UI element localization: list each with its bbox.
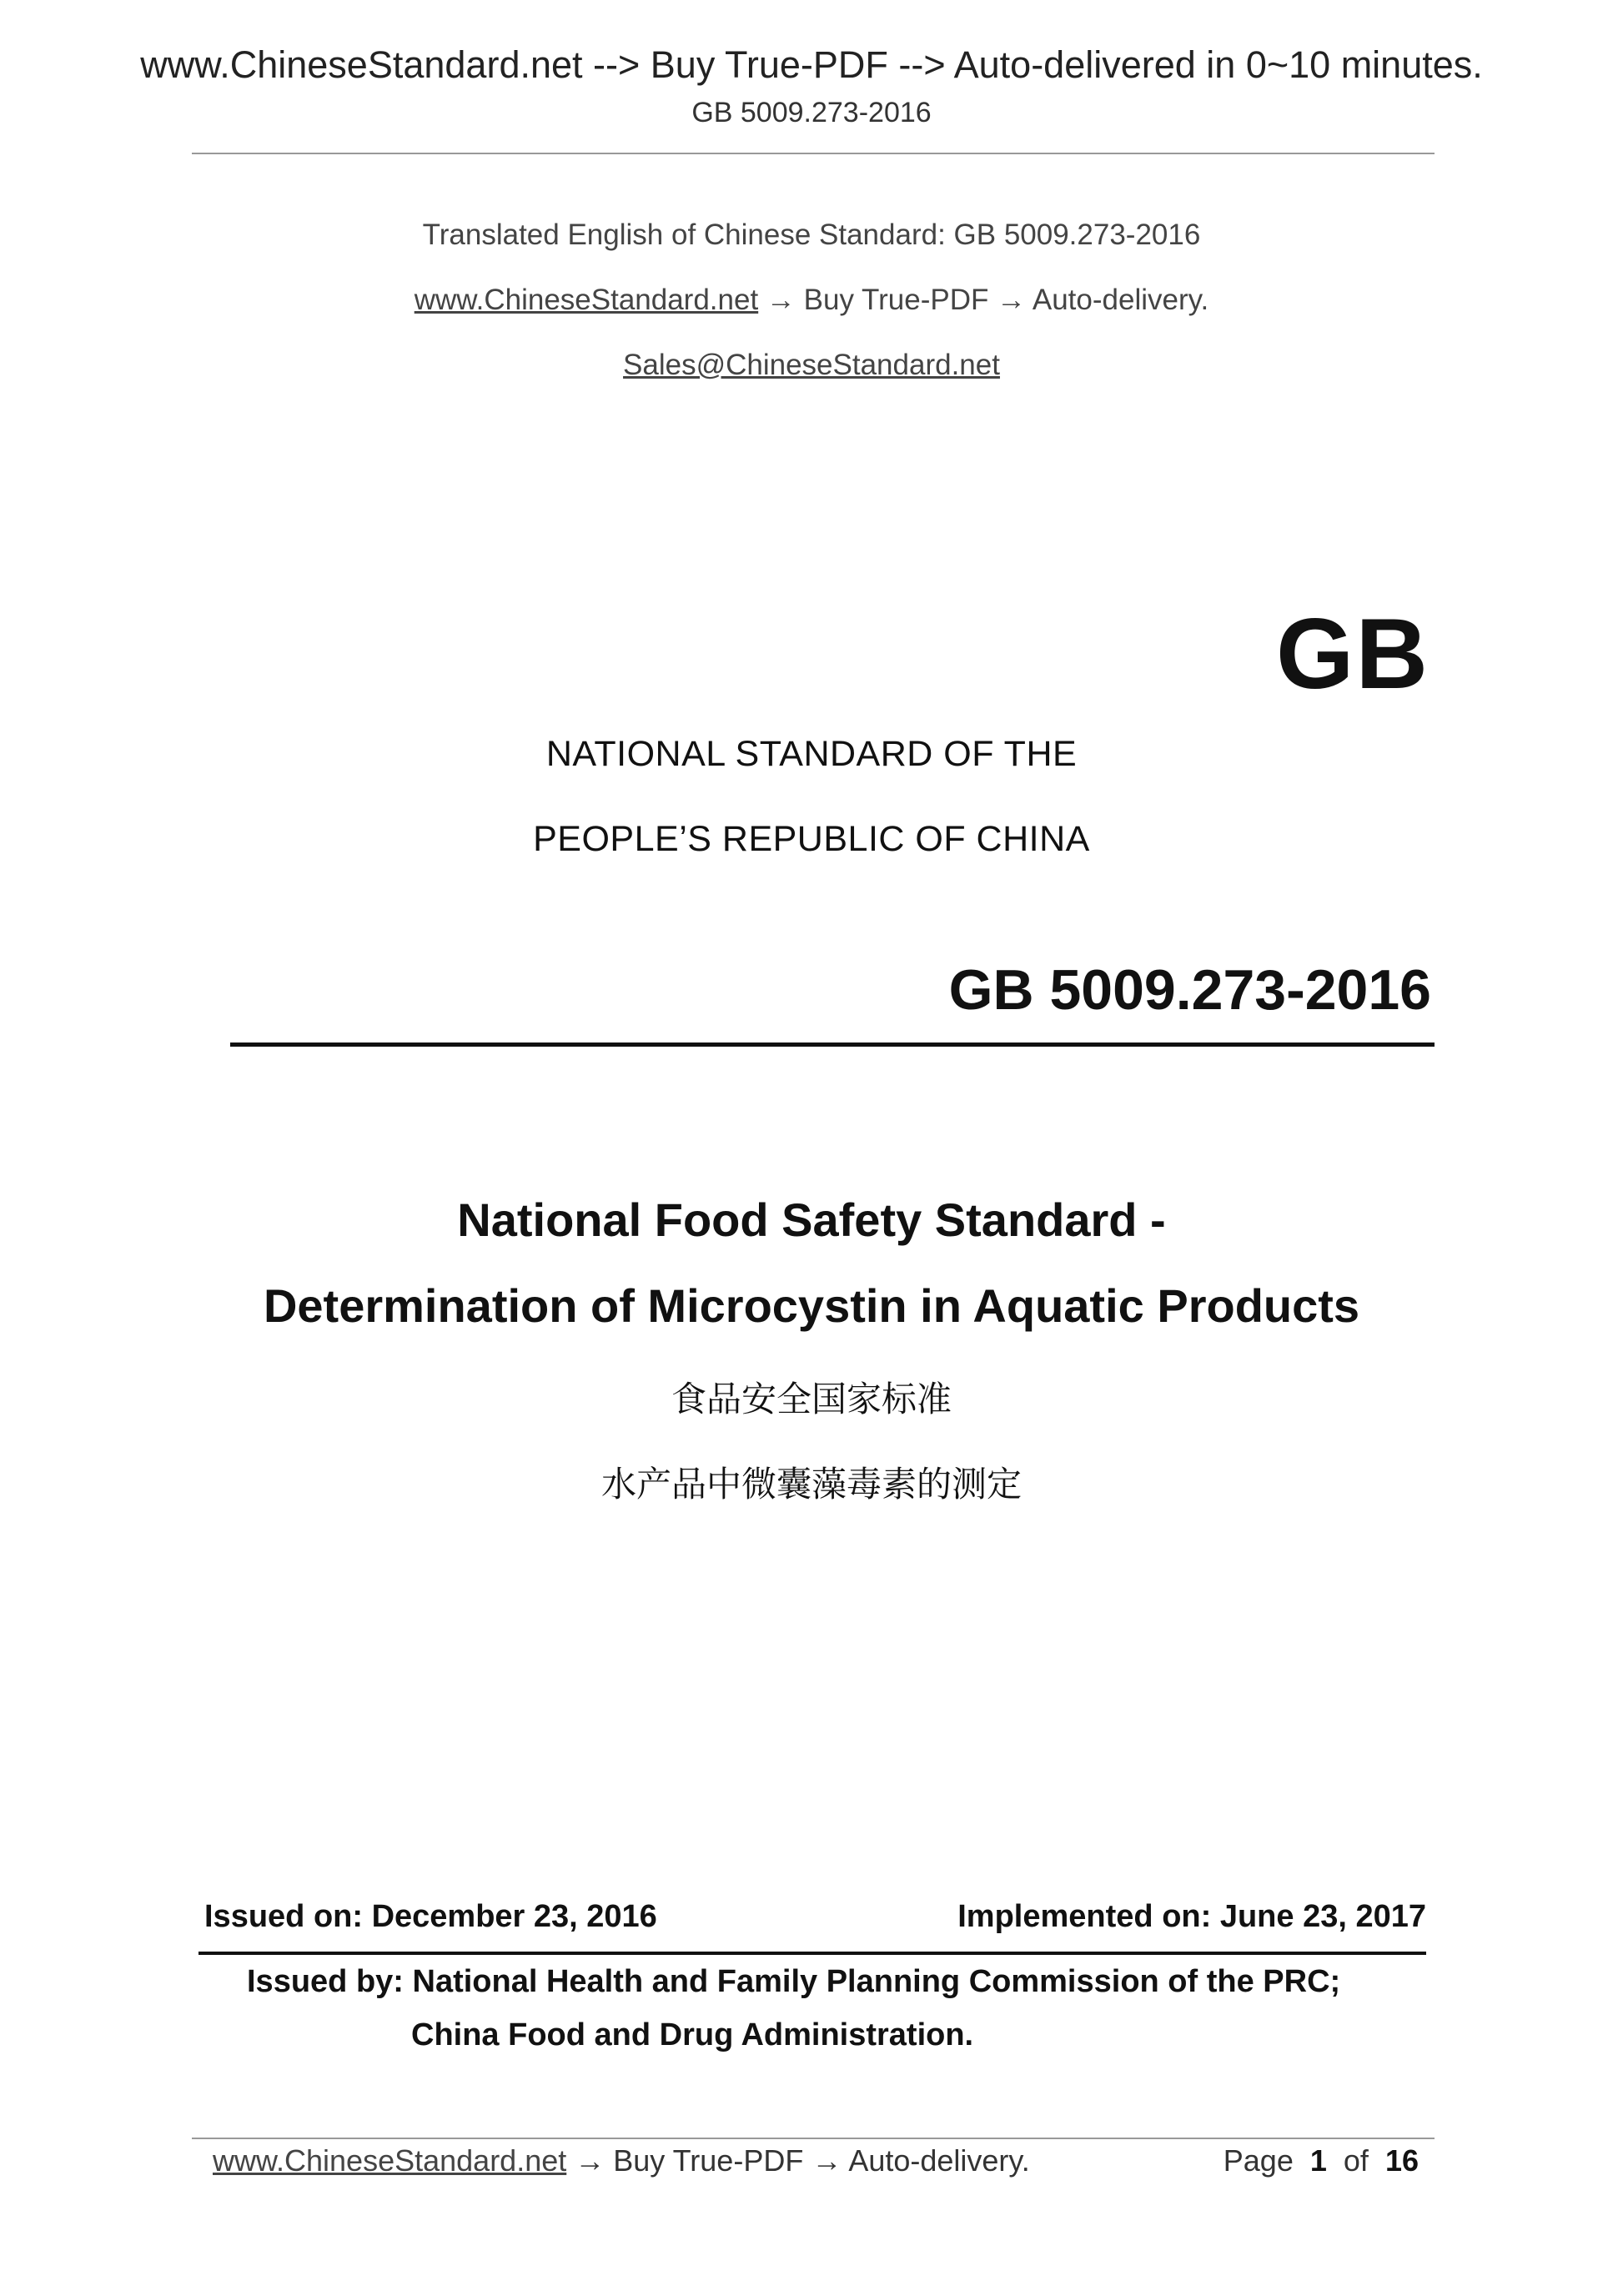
site-link[interactable]: www.ChineseStandard.net xyxy=(414,284,759,316)
title-line-2: Determination of Microcystin in Aquatic Products xyxy=(263,1279,1360,1332)
page-indicator xyxy=(1224,2143,1419,2178)
page-total: 16 xyxy=(1384,2143,1419,2178)
implemented-on-date: Implemented on: June 23, 2017 xyxy=(957,1899,1426,1934)
gb-mark: GB xyxy=(1276,598,1430,710)
footer-purchase-note: → Buy True-PDF → Auto-delivery. xyxy=(566,2143,1030,2178)
issued-by-line-1: Issued by: National Health and Family Planning Commission of the PRC; xyxy=(247,1964,1341,1999)
footer-site-line xyxy=(213,2143,1030,2178)
issued-on-date: Issued on: December 23, 2016 xyxy=(204,1899,657,1934)
title-line-1: National Food Safety Standard - xyxy=(457,1193,1166,1246)
footer-site-link[interactable]: www.ChineseStandard.net xyxy=(213,2143,567,2178)
page-label: Page xyxy=(1223,2143,1294,2178)
page-current: 1 xyxy=(1309,2143,1327,2178)
chinese-title-line-1: 食品安全国家标准 xyxy=(671,1379,952,1419)
issued-by-line-2: China Food and Drug Administration. xyxy=(411,2017,974,2052)
header-line-1: www.ChineseStandard.net --> Buy True-PDF --> Auto-delivered in 0~10 minutes. xyxy=(140,43,1483,86)
footer-divider xyxy=(192,2138,1435,2139)
issue-divider xyxy=(198,1952,1426,1955)
translation-notice: Translated English of Chinese Standard: GB 5009.273-2016 xyxy=(422,219,1201,251)
email-line xyxy=(0,349,1623,382)
translation-site-line xyxy=(0,284,1623,317)
header-line-2: GB 5009.273-2016 xyxy=(691,97,932,128)
chinese-title-line-2: 水产品中微囊藻毒素的测定 xyxy=(600,1464,1022,1505)
of-label: of xyxy=(1343,2143,1369,2178)
email-link[interactable]: Sales@ChineseStandard.net xyxy=(623,349,1000,381)
standard-number: GB 5009.273-2016 xyxy=(948,958,1431,1022)
purchase-note: → Buy True-PDF → Auto-delivery. xyxy=(758,284,1209,316)
standard-number-divider xyxy=(230,1042,1435,1047)
national-standard-line-2: PEOPLE’S REPUBLIC OF CHINA xyxy=(533,819,1090,859)
national-standard-line-1: NATIONAL STANDARD OF THE xyxy=(545,734,1078,774)
header-divider xyxy=(192,153,1435,154)
